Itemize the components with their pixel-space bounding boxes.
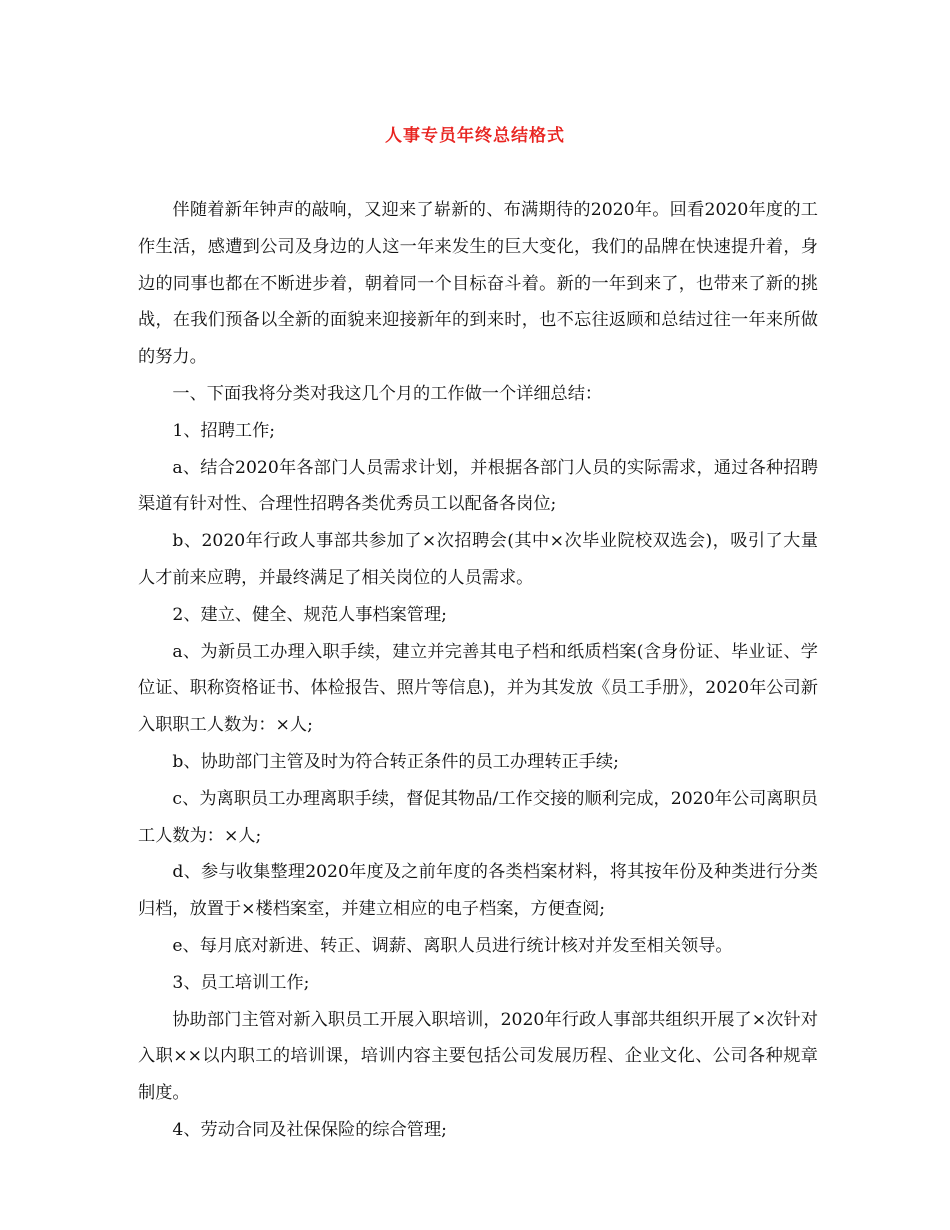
paragraph-section-1-heading: 一、下面我将分类对我这几个月的工作做一个详细总结： [172, 383, 603, 404]
paragraph-archives-a: a、为新员工办理入职手续，建立并完善其电子档和纸质档案(含身份证、毕业证、学位证、职称资格证书、体检报告、照片等信息)，并为其发放《员工手册》，2020年公司新入职职工人数为：×人; [138, 641, 818, 736]
paragraph-archives-c: c、为离职员工办理离职手续，督促其物品/工作交接的顺利完成，2020年公司离职员工人数为：×人; [138, 788, 818, 846]
paragraph-intro: 伴随着新年钟声的敲响，又迎来了崭新的、布满期待的2020年。回看2020年度的工作生活，感遭到公司及身边的人这一年来发生的巨大变化，我们的品牌在快速提升着，身边的同事也都在不断进步着，朝着同一个目标奋斗着。新的一年到来了，也带来了新的挑战，在我们预备以全新的面貌来迎接新年的到来时，也不忘往返顾和总结过往一年来所做的努力。 [138, 200, 818, 368]
paragraph-recruitment-heading: 1、招聘工作; [172, 420, 276, 441]
paragraph-archives-heading: 2、建立、健全、规范人事档案管理; [172, 604, 447, 625]
paragraph-archives-e: e、每月底对新进、转正、调薪、离职人员进行统计核对并发至相关领导。 [172, 935, 733, 956]
document-title: 人事专员年终总结格式 [385, 126, 565, 146]
paragraph-recruitment-a: a、结合2020年各部门人员需求计划，并根据各部门人员的实际需求，通过各种招聘渠道有针对性、合理性招聘各类优秀员工以配备各岗位; [138, 457, 818, 515]
document-body [138, 192, 818, 1149]
paragraph-archives-d: d、参与收集整理2020年度及之前年度的各类档案材料，将其按年份及种类进行分类归档，放置于×楼档案室，并建立相应的电子档案，方便查阅; [138, 862, 818, 920]
paragraph-training-heading: 3、员工培训工作; [172, 972, 310, 993]
paragraph-contract-heading: 4、劳动合同及社保保险的综合管理; [172, 1119, 447, 1140]
paragraph-archives-b: b、协助部门主管及时为符合转正条件的员工办理转正手续; [172, 751, 619, 772]
paragraph-recruitment-b: b、2020年行政人事部共参加了×次招聘会(其中×次毕业院校双选会)，吸引了大量人才前来应聘，并最终满足了相关岗位的人员需求。 [138, 531, 818, 588]
paragraph-training-body: 协助部门主管对新入职员工开展入职培训，2020年行政人事部共组织开展了×次针对入职××以内职工的培训课，培训内容主要包括公司发展历程、企业文化、公司各种规章制度。 [138, 1009, 818, 1104]
